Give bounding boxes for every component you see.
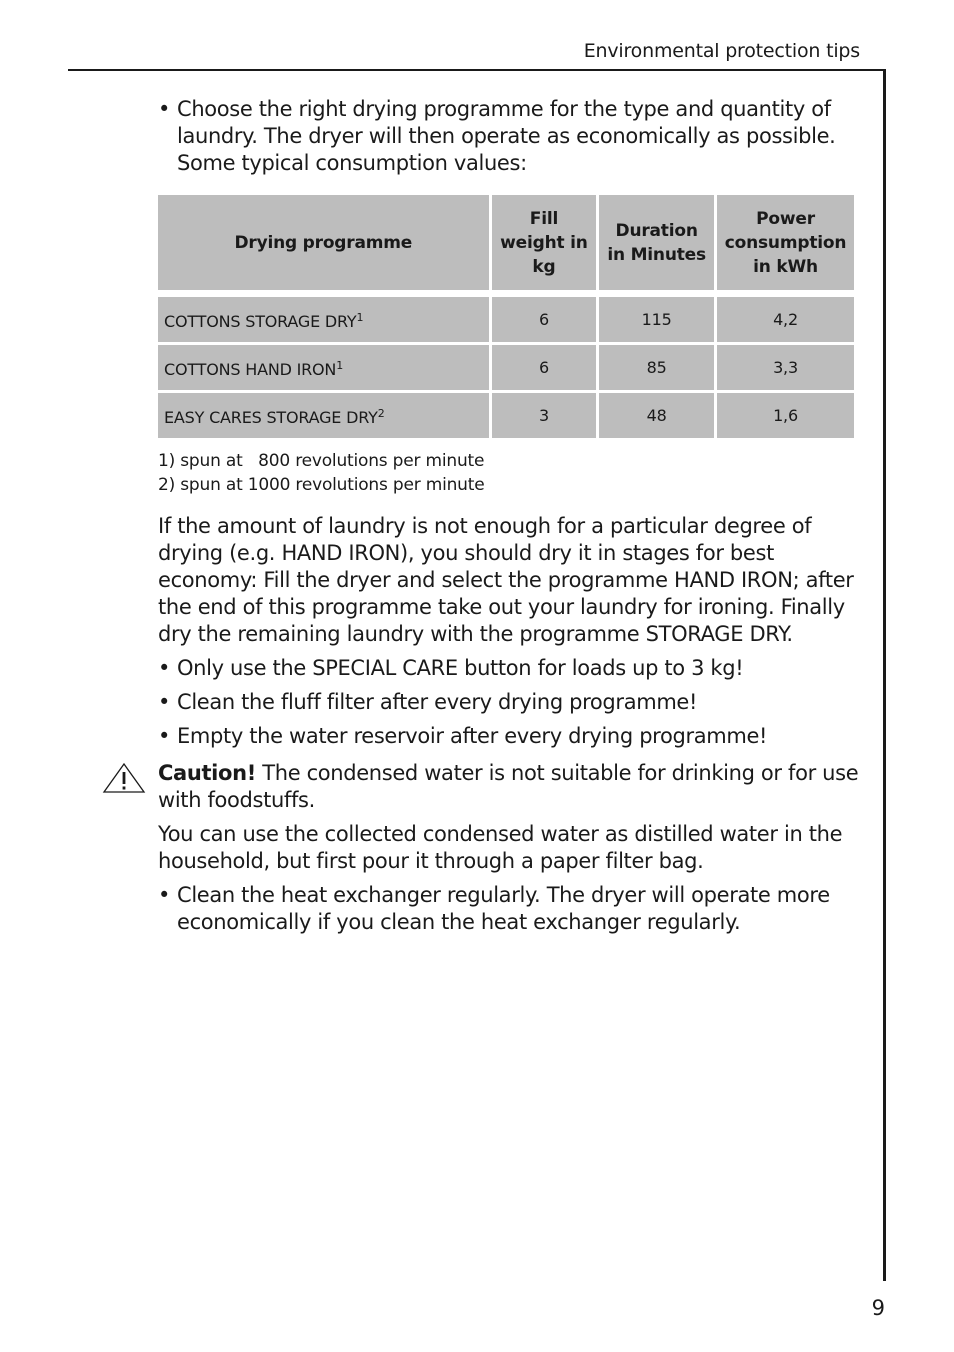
heat-exchanger-text: Clean the heat exchanger regularly. The dryer will operate more economically if you clean the heat exchanger regularly.	[177, 883, 830, 934]
tip-text: Only use the SPECIAL CARE button for loads up to 3 kg!	[177, 656, 744, 680]
footnote-2: 2) spun at 1000 revolutions per minute	[158, 475, 485, 495]
tip-bullet	[158, 723, 860, 750]
footnote-1: 1) spun at 800 revolutions per minute	[158, 451, 485, 471]
bullet-dot: •	[158, 656, 171, 680]
tip-bullet	[158, 655, 860, 682]
header-rule	[68, 69, 886, 71]
consumption-table	[155, 192, 857, 441]
fill-weight-cell: 3	[492, 393, 597, 438]
fill-weight-cell: 6	[492, 293, 597, 342]
header-fill-weight: Fill weight in kg	[492, 195, 597, 290]
programme-cell	[158, 293, 489, 342]
intro-bullet	[158, 96, 860, 177]
power-cell: 1,6	[717, 393, 854, 438]
page-content	[158, 96, 860, 943]
table-row	[158, 393, 854, 438]
tip-bullet	[158, 689, 860, 716]
margin-rule	[883, 69, 886, 1281]
tip-text: Clean the fluff filter after every drying programme!	[177, 690, 698, 714]
duration-cell: 115	[599, 293, 714, 342]
power-cell: 4,2	[717, 293, 854, 342]
intro-text: Choose the right drying programme for the type and quantity of laundry. The dryer will then operate as economically as possible. Some typical consumption values:	[177, 97, 836, 175]
running-header: Environmental protection tips	[583, 40, 860, 62]
programme-name: COTTONS HAND IRON	[164, 359, 337, 379]
fill-weight-cell: 6	[492, 345, 597, 390]
header-power: Power consumption in kWh	[717, 195, 854, 290]
programme-cell	[158, 345, 489, 390]
header-duration: Duration in Minutes	[599, 195, 714, 290]
programme-cell	[158, 393, 489, 438]
programme-name: EASY CARES STORAGE DRY	[164, 407, 378, 427]
bullet-dot: •	[158, 690, 171, 714]
caution-text: The condensed water is not suitable for drinking or for use with foodstuffs.	[158, 761, 859, 812]
stages-paragraph: If the amount of laundry is not enough for a particular degree of drying (e.g. HAND IRON), you should dry it in stages for best economy: Fill the dryer and select the programme HAND IRON; after the end of this programme take out your laundry for ironing. Finally dry the remaining laundry with the programme STORAGE DRY.	[158, 514, 854, 646]
table-row	[158, 345, 854, 390]
power-cell: 3,3	[717, 345, 854, 390]
header-programme: Drying programme	[158, 195, 489, 290]
caution-label: Caution!	[158, 761, 256, 785]
bullet-dot: •	[158, 883, 171, 907]
heat-exchanger-bullet	[158, 882, 860, 936]
warning-triangle-icon	[102, 762, 146, 794]
footnote-ref: 1	[356, 310, 364, 324]
tip-text: Empty the water reservoir after every drying programme!	[177, 724, 768, 748]
table-row	[158, 293, 854, 342]
table-header-row	[158, 195, 854, 290]
footnote-ref: 2	[377, 406, 385, 420]
bullet-dot: •	[158, 97, 171, 121]
table-footnotes	[158, 449, 860, 497]
duration-cell: 85	[599, 345, 714, 390]
caution-block	[158, 760, 860, 814]
page-number: 9	[871, 1296, 885, 1320]
programme-name: COTTONS STORAGE DRY	[164, 311, 357, 331]
footnote-ref: 1	[336, 358, 343, 372]
distilled-water-paragraph: You can use the collected condensed water as distilled water in the household, but first pour it through a paper filter bag.	[158, 822, 843, 873]
bullet-dot: •	[158, 724, 171, 748]
duration-cell: 48	[599, 393, 714, 438]
